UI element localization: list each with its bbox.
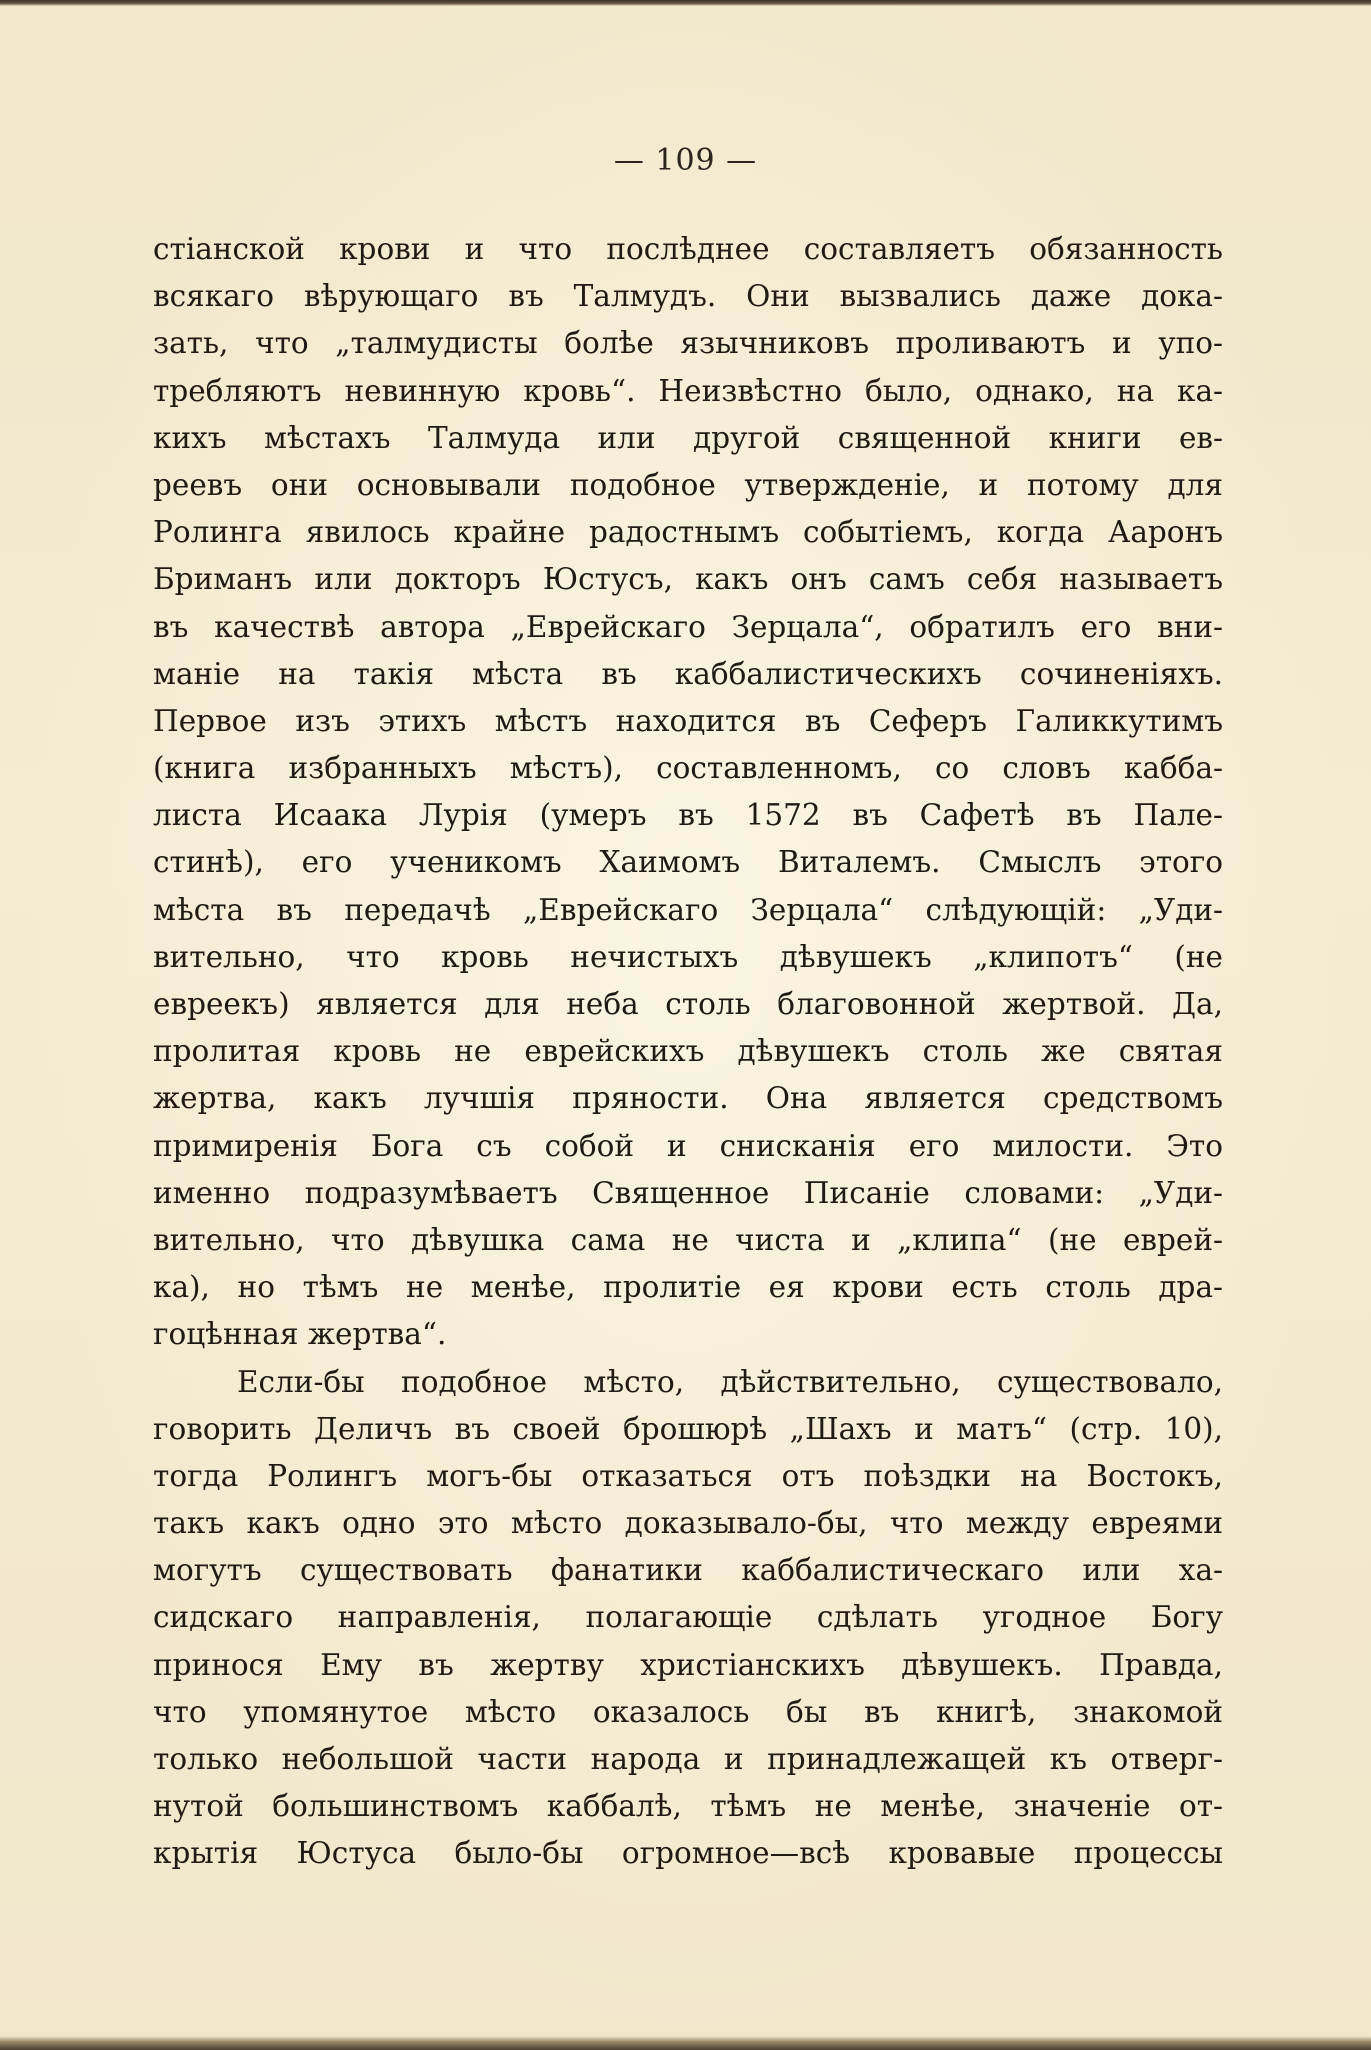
text-line: зать, что „талмудисты болѣе язычниковъ проливаютъ и упо-	[153, 326, 1223, 361]
text-line: нутой большинствомъ каббалѣ, тѣмъ не менѣе, значеніе от-	[153, 1789, 1223, 1824]
text-line: Бриманъ или докторъ Юстусъ, какъ онъ самъ себя называетъ	[153, 562, 1223, 597]
text-line: примиренія Бога съ собой и снисканія его милости. Это	[153, 1128, 1223, 1163]
page-number: — 109 —	[613, 143, 758, 178]
text-line: ка), но тѣмъ не менѣе, пролитіе ея крови есть столь дра-	[153, 1270, 1223, 1305]
text-line: Первое изъ этихъ мѣстъ находится въ Сеферъ Галиккутимъ	[153, 703, 1223, 738]
text-line: Если-бы подобное мѣсто, дѣйствительно, существовало,	[237, 1364, 1223, 1399]
body-text	[153, 226, 1223, 1878]
text-line: всякаго вѣрующаго въ Талмудъ. Они вызвались даже дока-	[153, 279, 1223, 314]
text-line: тогда Ролингъ могъ-бы отказаться отъ поѣздки на Востокъ,	[153, 1458, 1223, 1493]
paragraph	[153, 226, 1223, 1359]
text-line: стіанской крови и что послѣднее составляетъ обязанность	[153, 232, 1223, 266]
text-line: такъ какъ одно это мѣсто доказывало-бы, что между евреями	[153, 1506, 1223, 1541]
text-line: принося Ему въ жертву христіанскихъ дѣвушекъ. Правда,	[153, 1647, 1223, 1682]
text-line: вительно, что дѣвушка сама не чиста и „клипа“ (не еврей-	[153, 1222, 1223, 1257]
text-line: что упомянутое мѣсто оказалось бы въ книгѣ, знакомой	[153, 1694, 1223, 1729]
text-line: могутъ существовать фанатики каббалистическаго или ха-	[153, 1553, 1223, 1588]
paragraph	[153, 1359, 1223, 1878]
text-line: кихъ мѣстахъ Талмуда или другой священной книги ев-	[153, 420, 1223, 455]
text-line: гоцѣнная жертва“.	[153, 1317, 447, 1352]
text-line: евреекъ) является для неба столь благовонной жертвой. Да,	[153, 987, 1223, 1021]
text-line: требляютъ невинную кровь“. Неизвѣстно было, однако, на ка-	[153, 373, 1223, 408]
text-line: именно подразумѣваетъ Священное Писаніе словами: „Уди-	[153, 1175, 1223, 1210]
text-line: маніе на такія мѣста въ каббалистическихъ сочиненіяхъ.	[153, 656, 1223, 691]
text-line: реевъ они основывали подобное утвержденіе, и потому для	[153, 467, 1223, 502]
text-line: вительно, что кровь нечистыхъ дѣвушекъ „клипотъ“ (не	[153, 939, 1223, 974]
text-line: жертва, какъ лучшія пряности. Она является средствомъ	[153, 1081, 1223, 1116]
text-line: мѣста въ передачѣ „Еврейскаго Зерцала“ слѣдующій: „Уди-	[153, 892, 1223, 927]
text-line: стинѣ), его ученикомъ Хаимомъ Виталемъ. Смыслъ этого	[153, 845, 1223, 880]
text-line: сидскаго направленія, полагающіе сдѣлать угодное Богу	[153, 1600, 1223, 1635]
text-line: въ качествѣ автора „Еврейскаго Зерцала“, обратилъ его вни-	[153, 609, 1223, 644]
page-top-edge	[0, 0, 1371, 6]
text-line: только небольшой части народа и принадлежащей къ отверг-	[153, 1742, 1223, 1776]
page-bottom-edge	[0, 2036, 1371, 2050]
text-line: пролитая кровь не еврейскихъ дѣвушекъ столь же святая	[153, 1034, 1223, 1069]
text-line: листа Исаака Лурія (умеръ въ 1572 въ Сафетѣ въ Пале-	[153, 798, 1223, 833]
text-line: крытія Юстуса было-бы огромное—всѣ кровавые процессы	[153, 1836, 1223, 1871]
text-line: (книга избранныхъ мѣстъ), составленномъ, со словъ кабба-	[153, 751, 1223, 786]
text-line: говорить Деличъ въ своей брошюрѣ „Шахъ и матъ“ (стр. 10),	[153, 1411, 1223, 1446]
text-line: Ролинга явилось крайне радостнымъ событіемъ, когда Ааронъ	[153, 515, 1223, 550]
